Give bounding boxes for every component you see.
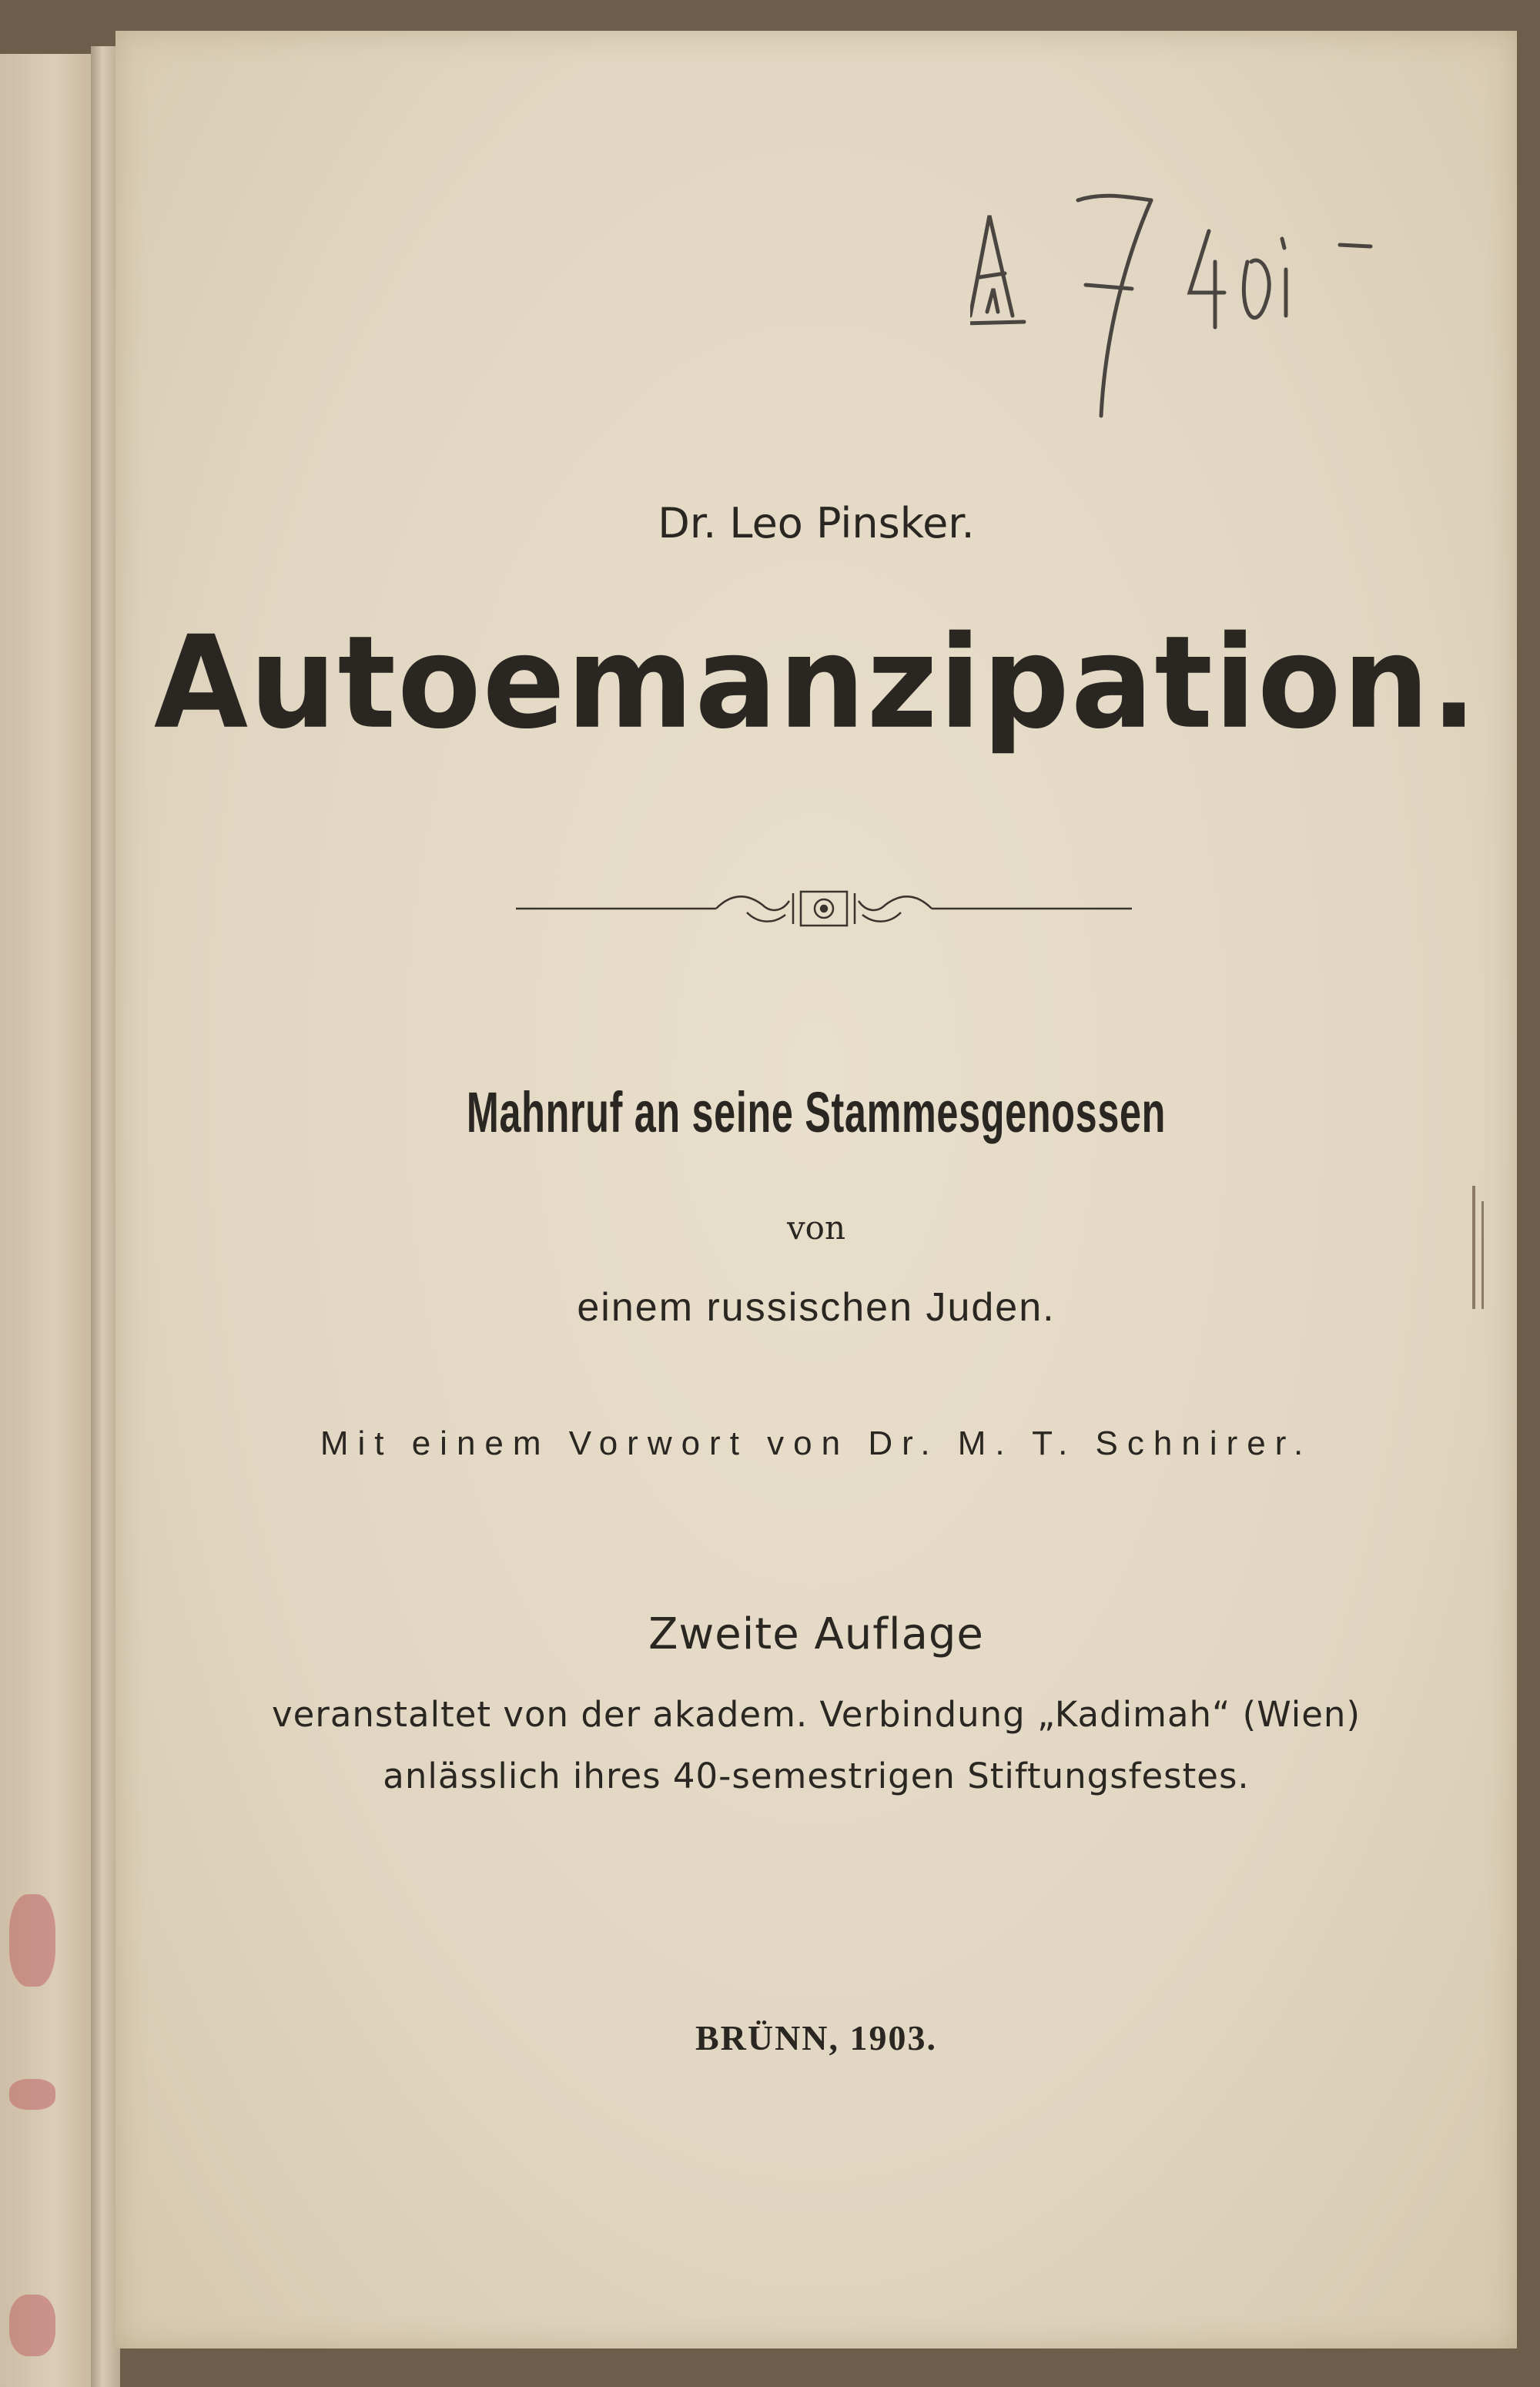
paper-crease <box>1481 1201 1484 1309</box>
left-page-edge <box>0 54 91 2387</box>
ornamental-divider <box>516 878 1132 939</box>
edition-label: Zweite Auflage <box>648 1609 984 1659</box>
edition-note-line-1: veranstaltet von der akadem. Verbindung „Kadimah“ (Wien) <box>272 1694 1361 1735</box>
author-name: Dr. Leo Pinsker. <box>658 499 975 547</box>
byline: einem russischen Juden. <box>577 1285 1056 1330</box>
handwritten-shelfmark <box>970 185 1540 462</box>
von-label: von <box>786 1209 846 1247</box>
preface-credit: Mit einem Vorwort von Dr. M. T. Schnirer. <box>320 1424 1313 1462</box>
imprint: BRÜNN, 1903. <box>695 2018 938 2057</box>
title-page <box>116 31 1517 2348</box>
paper-crease <box>1472 1186 1475 1309</box>
stain-mark <box>9 2295 55 2356</box>
stain-mark <box>9 2079 55 2110</box>
edition-note-line-2: anlässlich ihres 40-semestrigen Stiftungsfestes. <box>383 1756 1250 1796</box>
book-title: Autoemanzipation. <box>153 608 1479 758</box>
subtitle: Mahnruf an seine Stammesgenossen <box>466 1080 1167 1144</box>
stain-mark <box>9 1894 55 1987</box>
